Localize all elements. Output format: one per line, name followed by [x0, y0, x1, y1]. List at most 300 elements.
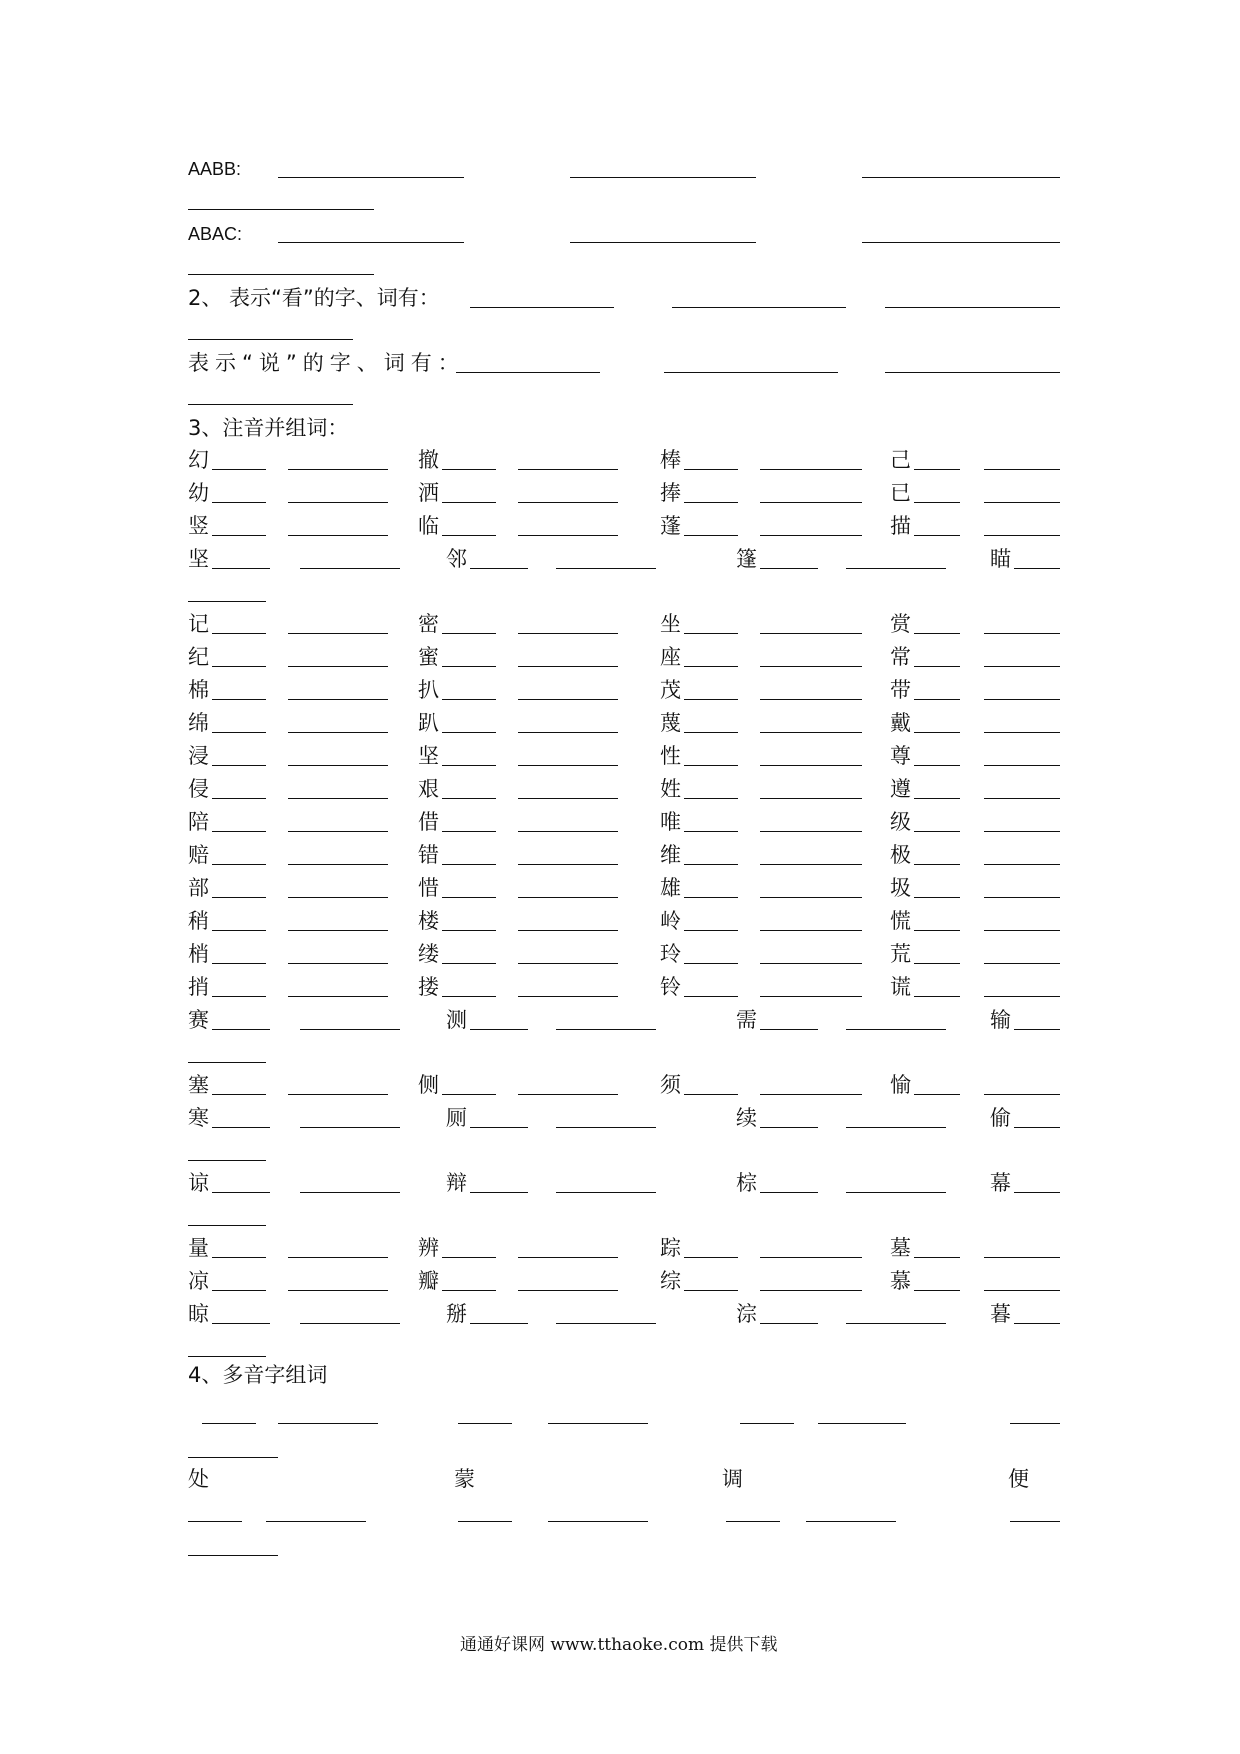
pinyin-character: 圾: [890, 876, 911, 900]
duoyin-character: 蒙: [454, 1467, 475, 1491]
abac-answer-line[interactable]: [278, 242, 464, 243]
answer-line[interactable]: [760, 831, 862, 832]
answer-line[interactable]: [984, 1094, 1060, 1095]
pinyin-character: 赛: [188, 1008, 209, 1032]
answer-line[interactable]: [806, 1521, 896, 1522]
answer-line[interactable]: [518, 897, 618, 898]
pinyin-character: 座: [660, 645, 681, 669]
answer-line[interactable]: [288, 666, 388, 667]
answer-line[interactable]: [914, 1290, 960, 1291]
aabb-answer-line[interactable]: [862, 177, 1060, 178]
answer-line[interactable]: [288, 963, 388, 964]
answer-line[interactable]: [212, 469, 266, 470]
footer-text: 通通好课网 www.tthaoke.com 提供下载: [460, 1635, 778, 1655]
answer-line[interactable]: [212, 1029, 270, 1030]
answer-line[interactable]: [984, 535, 1060, 536]
pinyin-character: 铃: [660, 975, 681, 999]
answer-line[interactable]: [442, 666, 496, 667]
answer-line[interactable]: [846, 1029, 946, 1030]
answer-line[interactable]: [760, 732, 862, 733]
pinyin-character: 唯: [660, 810, 681, 834]
answer-line[interactable]: [212, 996, 266, 997]
answer-line[interactable]: [684, 930, 738, 931]
pinyin-character: 竖: [188, 514, 209, 538]
answer-line[interactable]: [288, 502, 388, 503]
answer-line[interactable]: [442, 535, 496, 536]
answer-line[interactable]: [760, 996, 862, 997]
pinyin-character: 蓬: [660, 514, 681, 538]
pinyin-character: 谅: [188, 1171, 209, 1195]
answer-line[interactable]: [684, 1290, 738, 1291]
answer-line[interactable]: [188, 1555, 278, 1556]
answer-line[interactable]: [288, 864, 388, 865]
answer-line[interactable]: [212, 897, 266, 898]
answer-line[interactable]: [518, 930, 618, 931]
abac-answer-line[interactable]: [570, 242, 756, 243]
answer-line[interactable]: [760, 765, 862, 766]
pinyin-character: 幻: [188, 448, 209, 472]
pinyin-character: 撤: [418, 448, 439, 472]
look-answer-line[interactable]: [672, 307, 846, 308]
pinyin-character: 偷: [990, 1106, 1011, 1130]
answer-line[interactable]: [556, 568, 656, 569]
answer-line[interactable]: [288, 732, 388, 733]
answer-line[interactable]: [914, 831, 960, 832]
answer-line[interactable]: [984, 666, 1060, 667]
answer-line[interactable]: [202, 1423, 256, 1424]
answer-line[interactable]: [212, 502, 266, 503]
pinyin-character: 茂: [660, 678, 681, 702]
answer-line[interactable]: [518, 502, 618, 503]
answer-line[interactable]: [984, 996, 1060, 997]
answer-line[interactable]: [984, 765, 1060, 766]
answer-line[interactable]: [684, 963, 738, 964]
answer-line[interactable]: [760, 1127, 818, 1128]
answer-line[interactable]: [518, 798, 618, 799]
answer-line[interactable]: [518, 469, 618, 470]
pinyin-character: 绵: [188, 711, 209, 735]
answer-line[interactable]: [684, 864, 738, 865]
answer-line[interactable]: [212, 930, 266, 931]
pinyin-character: 趴: [418, 711, 439, 735]
pinyin-character: 楼: [418, 909, 439, 933]
pinyin-character: 遵: [890, 777, 911, 801]
pinyin-character: 稍: [188, 909, 209, 933]
answer-line[interactable]: [726, 1521, 780, 1522]
answer-line[interactable]: [684, 699, 738, 700]
answer-line[interactable]: [914, 765, 960, 766]
answer-line[interactable]: [188, 1521, 242, 1522]
answer-line[interactable]: [684, 1094, 738, 1095]
answer-line[interactable]: [914, 798, 960, 799]
answer-line[interactable]: [212, 831, 266, 832]
answer-line[interactable]: [518, 699, 618, 700]
say-words-label: 表示“说”的字、词有：: [188, 351, 465, 375]
pinyin-character: 临: [418, 514, 439, 538]
answer-line[interactable]: [300, 568, 400, 569]
answer-line[interactable]: [442, 798, 496, 799]
answer-line[interactable]: [470, 568, 528, 569]
answer-line[interactable]: [760, 666, 862, 667]
pinyin-character: 扒: [418, 678, 439, 702]
answer-line[interactable]: [684, 666, 738, 667]
answer-line[interactable]: [684, 996, 738, 997]
pinyin-character: 搂: [418, 975, 439, 999]
answer-line[interactable]: [212, 1257, 266, 1258]
answer-line[interactable]: [984, 864, 1060, 865]
answer-line[interactable]: [288, 699, 388, 700]
pinyin-character: 玲: [660, 942, 681, 966]
answer-line[interactable]: [212, 1094, 266, 1095]
pinyin-character: 蔑: [660, 711, 681, 735]
answer-line[interactable]: [914, 897, 960, 898]
answer-line[interactable]: [684, 765, 738, 766]
answer-line[interactable]: [684, 633, 738, 634]
answer-line[interactable]: [556, 1192, 656, 1193]
answer-line[interactable]: [442, 963, 496, 964]
look-answer-line[interactable]: [885, 307, 1060, 308]
pinyin-character: 已: [890, 481, 911, 505]
answer-line[interactable]: [212, 535, 266, 536]
answer-line[interactable]: [188, 1225, 266, 1226]
answer-line[interactable]: [518, 963, 618, 964]
pinyin-character: 荒: [890, 942, 911, 966]
answer-line[interactable]: [760, 798, 862, 799]
answer-line[interactable]: [760, 1029, 818, 1030]
pinyin-character: 瞄: [990, 547, 1011, 571]
look-words-label: 2、 表示“看”的字、词有：: [188, 286, 440, 310]
answer-line[interactable]: [470, 1323, 528, 1324]
answer-line[interactable]: [188, 1356, 266, 1357]
answer-line[interactable]: [212, 798, 266, 799]
answer-line[interactable]: [442, 469, 496, 470]
pinyin-character: 棒: [660, 448, 681, 472]
pinyin-character: 艰: [418, 777, 439, 801]
answer-line[interactable]: [846, 568, 946, 569]
answer-line[interactable]: [984, 699, 1060, 700]
pinyin-character: 侧: [418, 1073, 439, 1097]
look-answer-line[interactable]: [188, 339, 353, 340]
pinyin-character: 掰: [446, 1302, 467, 1326]
answer-line[interactable]: [760, 568, 818, 569]
answer-line[interactable]: [518, 1290, 618, 1291]
answer-line[interactable]: [518, 535, 618, 536]
answer-line[interactable]: [188, 601, 266, 602]
duoyin-character: 便: [1008, 1467, 1029, 1491]
answer-line[interactable]: [300, 1192, 400, 1193]
pinyin-character: 借: [418, 810, 439, 834]
answer-line[interactable]: [212, 666, 266, 667]
answer-line[interactable]: [548, 1521, 648, 1522]
answer-line[interactable]: [212, 568, 270, 569]
answer-line[interactable]: [684, 831, 738, 832]
answer-line[interactable]: [760, 535, 862, 536]
pinyin-character: 错: [418, 843, 439, 867]
say-answer-line[interactable]: [885, 372, 1060, 373]
pinyin-character: 淙: [736, 1302, 757, 1326]
answer-line[interactable]: [914, 633, 960, 634]
answer-line[interactable]: [984, 1290, 1060, 1291]
answer-line[interactable]: [548, 1423, 648, 1424]
answer-line[interactable]: [288, 798, 388, 799]
pinyin-character: 篷: [736, 547, 757, 571]
pinyin-character: 塞: [188, 1073, 209, 1097]
answer-line[interactable]: [212, 732, 266, 733]
answer-line[interactable]: [760, 1290, 862, 1291]
pinyin-character: 暮: [990, 1302, 1011, 1326]
say-answer-line[interactable]: [188, 404, 353, 405]
answer-line[interactable]: [984, 732, 1060, 733]
answer-line[interactable]: [556, 1029, 656, 1030]
answer-line[interactable]: [914, 1094, 960, 1095]
say-answer-line[interactable]: [456, 372, 600, 373]
answer-line[interactable]: [684, 798, 738, 799]
abac-answer-line[interactable]: [188, 274, 374, 275]
pinyin-character: 瓣: [418, 1269, 439, 1293]
answer-line[interactable]: [442, 996, 496, 997]
answer-line[interactable]: [518, 633, 618, 634]
answer-line[interactable]: [442, 699, 496, 700]
answer-line[interactable]: [518, 666, 618, 667]
answer-line[interactable]: [984, 1257, 1060, 1258]
pinyin-character: 邻: [446, 547, 467, 571]
answer-line[interactable]: [288, 633, 388, 634]
answer-line[interactable]: [914, 469, 960, 470]
answer-line[interactable]: [518, 1094, 618, 1095]
answer-line[interactable]: [556, 1323, 656, 1324]
answer-line[interactable]: [212, 963, 266, 964]
answer-line[interactable]: [212, 1192, 270, 1193]
answer-line[interactable]: [212, 699, 266, 700]
answer-line[interactable]: [442, 1257, 496, 1258]
answer-line[interactable]: [760, 963, 862, 964]
pinyin-character: 姓: [660, 777, 681, 801]
answer-line[interactable]: [1014, 1127, 1060, 1128]
say-answer-line[interactable]: [664, 372, 838, 373]
answer-line[interactable]: [470, 1127, 528, 1128]
aabb-answer-line[interactable]: [188, 209, 374, 210]
answer-line[interactable]: [518, 1257, 618, 1258]
aabb-label: AABB:: [188, 159, 242, 179]
answer-line[interactable]: [914, 996, 960, 997]
answer-line[interactable]: [984, 897, 1060, 898]
answer-line[interactable]: [1014, 1029, 1060, 1030]
answer-line[interactable]: [442, 765, 496, 766]
pinyin-character: 性: [660, 744, 681, 768]
answer-line[interactable]: [684, 732, 738, 733]
answer-line[interactable]: [212, 1290, 266, 1291]
pinyin-character: 须: [660, 1073, 681, 1097]
answer-line[interactable]: [518, 765, 618, 766]
pinyin-character: 续: [736, 1106, 757, 1130]
pinyin-character: 谎: [890, 975, 911, 999]
answer-line[interactable]: [914, 502, 960, 503]
answer-line[interactable]: [288, 897, 388, 898]
answer-line[interactable]: [984, 831, 1060, 832]
pinyin-character: 辨: [418, 1236, 439, 1260]
answer-line[interactable]: [1014, 1192, 1060, 1193]
answer-line[interactable]: [1010, 1423, 1060, 1424]
answer-line[interactable]: [288, 535, 388, 536]
answer-line[interactable]: [846, 1192, 946, 1193]
answer-line[interactable]: [684, 1257, 738, 1258]
pinyin-character: 踪: [660, 1236, 681, 1260]
pinyin-character: 戴: [890, 711, 911, 735]
pinyin-character: 晾: [188, 1302, 209, 1326]
answer-line[interactable]: [300, 1029, 400, 1030]
answer-line[interactable]: [518, 996, 618, 997]
pinyin-character: 缕: [418, 942, 439, 966]
answer-line[interactable]: [188, 1457, 278, 1458]
answer-line[interactable]: [442, 633, 496, 634]
answer-line[interactable]: [984, 798, 1060, 799]
answer-line[interactable]: [288, 930, 388, 931]
answer-line[interactable]: [984, 963, 1060, 964]
answer-line[interactable]: [684, 897, 738, 898]
answer-line[interactable]: [442, 897, 496, 898]
pinyin-section-title: 3、注音并组词：: [188, 416, 349, 440]
answer-line[interactable]: [288, 831, 388, 832]
pinyin-character: 赔: [188, 843, 209, 867]
answer-line[interactable]: [760, 897, 862, 898]
pinyin-character: 描: [890, 514, 911, 538]
pinyin-character: 极: [890, 843, 911, 867]
answer-line[interactable]: [914, 963, 960, 964]
pinyin-character: 雄: [660, 876, 681, 900]
answer-line[interactable]: [1014, 1323, 1060, 1324]
answer-line[interactable]: [442, 1094, 496, 1095]
answer-line[interactable]: [818, 1423, 906, 1424]
pinyin-character: 输: [990, 1008, 1011, 1032]
answer-line[interactable]: [914, 864, 960, 865]
answer-line[interactable]: [760, 699, 862, 700]
answer-line[interactable]: [914, 930, 960, 931]
pinyin-character: 岭: [660, 909, 681, 933]
pinyin-character: 测: [446, 1008, 467, 1032]
pinyin-character: 凉: [188, 1269, 209, 1293]
answer-line[interactable]: [760, 930, 862, 931]
answer-line[interactable]: [914, 699, 960, 700]
answer-line[interactable]: [212, 1127, 270, 1128]
answer-line[interactable]: [266, 1521, 366, 1522]
answer-line[interactable]: [1010, 1521, 1060, 1522]
answer-line[interactable]: [846, 1323, 946, 1324]
duoyin-section-title: 4、多音字组词: [188, 1363, 328, 1387]
answer-line[interactable]: [518, 864, 618, 865]
answer-line[interactable]: [212, 765, 266, 766]
abac-answer-line[interactable]: [862, 242, 1060, 243]
aabb-answer-line[interactable]: [570, 177, 756, 178]
pinyin-character: 常: [890, 645, 911, 669]
pinyin-character: 愉: [890, 1073, 911, 1097]
answer-line[interactable]: [458, 1423, 512, 1424]
answer-line[interactable]: [300, 1323, 400, 1324]
answer-line[interactable]: [470, 1029, 528, 1030]
pinyin-character: 部: [188, 876, 209, 900]
answer-line[interactable]: [518, 831, 618, 832]
answer-line[interactable]: [760, 1257, 862, 1258]
answer-line[interactable]: [684, 502, 738, 503]
answer-line[interactable]: [684, 535, 738, 536]
answer-line[interactable]: [442, 831, 496, 832]
answer-line[interactable]: [984, 469, 1060, 470]
answer-line[interactable]: [914, 732, 960, 733]
answer-line[interactable]: [470, 1192, 528, 1193]
answer-line[interactable]: [914, 666, 960, 667]
look-answer-line[interactable]: [470, 307, 614, 308]
answer-line[interactable]: [984, 930, 1060, 931]
pinyin-character: 幕: [990, 1171, 1011, 1195]
answer-line[interactable]: [760, 502, 862, 503]
pinyin-character: 棉: [188, 678, 209, 702]
answer-line[interactable]: [984, 633, 1060, 634]
pinyin-character: 捧: [660, 481, 681, 505]
pinyin-character: 密: [418, 612, 439, 636]
pinyin-character: 纪: [188, 645, 209, 669]
pinyin-character: 尊: [890, 744, 911, 768]
answer-line[interactable]: [760, 1323, 818, 1324]
answer-line[interactable]: [556, 1127, 656, 1128]
answer-line[interactable]: [442, 864, 496, 865]
answer-line[interactable]: [288, 1290, 388, 1291]
answer-line[interactable]: [684, 469, 738, 470]
pinyin-character: 量: [188, 1236, 209, 1260]
pinyin-character: 综: [660, 1269, 681, 1293]
answer-line[interactable]: [518, 732, 618, 733]
answer-line[interactable]: [212, 1323, 270, 1324]
pinyin-character: 赏: [890, 612, 911, 636]
pinyin-character: 坚: [418, 744, 439, 768]
answer-line[interactable]: [458, 1521, 512, 1522]
aabb-answer-line[interactable]: [278, 177, 464, 178]
answer-line[interactable]: [288, 1094, 388, 1095]
pinyin-character: 辩: [446, 1171, 467, 1195]
answer-line[interactable]: [442, 732, 496, 733]
answer-line[interactable]: [188, 1062, 266, 1063]
answer-line[interactable]: [760, 864, 862, 865]
pinyin-character: 寒: [188, 1106, 209, 1130]
answer-line[interactable]: [442, 502, 496, 503]
answer-line[interactable]: [288, 996, 388, 997]
answer-line[interactable]: [188, 1160, 266, 1161]
pinyin-character: 幼: [188, 481, 209, 505]
answer-line[interactable]: [288, 469, 388, 470]
pinyin-character: 带: [890, 678, 911, 702]
answer-line[interactable]: [984, 502, 1060, 503]
answer-line[interactable]: [442, 930, 496, 931]
answer-line[interactable]: [914, 1257, 960, 1258]
answer-line[interactable]: [760, 633, 862, 634]
answer-line[interactable]: [288, 765, 388, 766]
answer-line[interactable]: [914, 535, 960, 536]
answer-line[interactable]: [288, 1257, 388, 1258]
answer-line[interactable]: [212, 633, 266, 634]
answer-line[interactable]: [760, 1192, 818, 1193]
pinyin-character: 慕: [890, 1269, 911, 1293]
answer-line[interactable]: [442, 1290, 496, 1291]
answer-line[interactable]: [300, 1127, 400, 1128]
answer-line[interactable]: [212, 864, 266, 865]
pinyin-character: 蜜: [418, 645, 439, 669]
pinyin-character: 维: [660, 843, 681, 867]
answer-line[interactable]: [1014, 568, 1060, 569]
answer-line[interactable]: [846, 1127, 946, 1128]
answer-line[interactable]: [278, 1423, 378, 1424]
answer-line[interactable]: [760, 469, 862, 470]
pinyin-character: 惜: [418, 876, 439, 900]
answer-line[interactable]: [740, 1423, 794, 1424]
answer-line[interactable]: [760, 1094, 862, 1095]
